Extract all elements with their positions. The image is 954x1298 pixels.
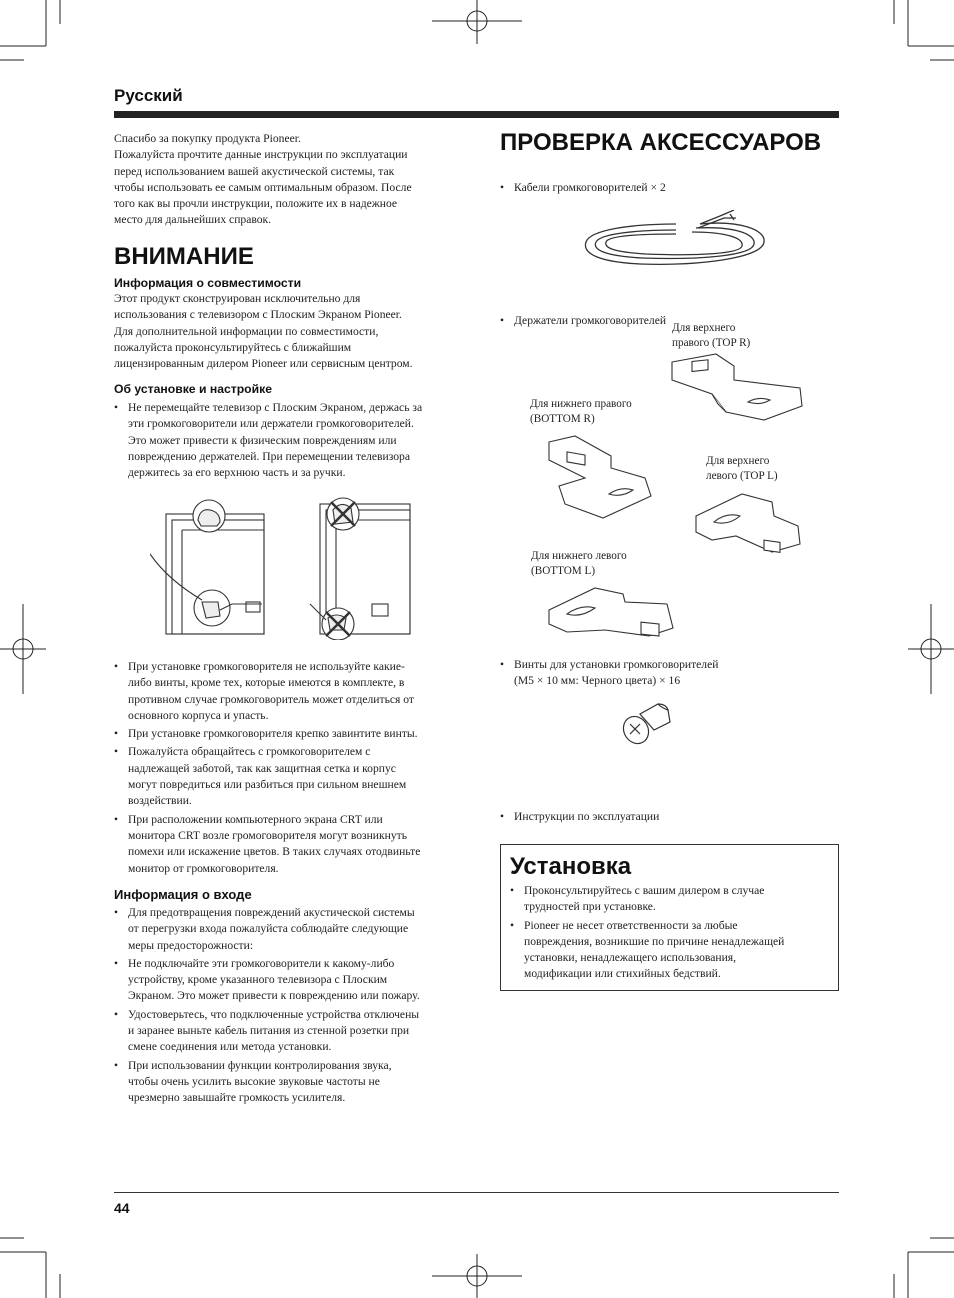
bottom-r-label xyxy=(530,397,632,426)
input-line: • Для предотвращения повреждений акустической системы xyxy=(128,906,415,919)
label-line: (BOTTOM L) xyxy=(531,564,596,577)
compat-line: пожалуйста проконсультируйтесь с ближайшим xyxy=(114,340,352,354)
intro-line: чтобы использовать ее самым оптимальным образом. После xyxy=(114,180,412,194)
install-bullet xyxy=(114,812,459,877)
input-bullet xyxy=(114,905,459,954)
top-l-label xyxy=(706,454,778,483)
input-line: меры предосторожности: xyxy=(128,938,254,952)
install-line: эти громкоговорители или держатели громкоговорителей. xyxy=(128,417,414,431)
screws-line: (M5 × 10 мм: Черного цвета) × 16 xyxy=(514,674,681,688)
installation-bullet xyxy=(510,918,832,983)
intro-line: место для дальнейших справок. xyxy=(114,213,272,227)
install-bullet xyxy=(114,744,459,809)
compat-line: использования с телевизором с Плоским Экраном Pioneer. xyxy=(114,308,402,322)
tv-handling-illustration xyxy=(150,490,420,640)
language-header: Русский xyxy=(114,86,183,105)
installation-bullet xyxy=(510,883,832,916)
input-heading: Информация о входе xyxy=(114,887,252,902)
intro-line: перед использованием вашей акустической системы, так xyxy=(114,164,395,178)
manual-item: • Инструкции по эксплуатации xyxy=(500,809,834,825)
intro-text xyxy=(114,131,459,229)
bracket-top-l-image xyxy=(692,486,804,558)
intro-line: того как вы прочли инструкции, положите их в надежное xyxy=(114,197,398,211)
installation-line: • Проконсультируйтесь с вашим дилером в случае xyxy=(524,884,765,897)
install-bullets xyxy=(114,659,459,879)
install-line: повреждению держателей. При перемещении телевизора xyxy=(128,449,410,463)
installation-line: установки, ненадлежащего использования, xyxy=(524,951,737,965)
input-line: и заранее выньте кабель питания из стенной розетки при xyxy=(128,1024,410,1038)
install-line: либо винты, кроме тех, которые имеются в комплекте, в xyxy=(128,676,405,690)
input-line: устройству, кроме указанного телевизора с Плоским xyxy=(128,973,388,987)
install-heading: Об установке и настройке xyxy=(114,382,272,396)
install-line: основного корпуса и упасть. xyxy=(128,708,269,722)
install-line: помехи или искажение цветов. В таких случаях отодвиньте xyxy=(128,845,421,859)
install-bullet-1 xyxy=(114,400,459,483)
bracket-bottom-l-image xyxy=(545,580,677,640)
installation-line: повреждения, возникшие по причине ненадлежащей xyxy=(524,934,785,948)
label-line: правого (TOP R) xyxy=(672,336,751,349)
install-line: • Не перемещайте телевизор с Плоским Экраном, держась за xyxy=(128,401,423,414)
installation-line: модификации или стихийных бедствий. xyxy=(524,967,721,981)
intro-line: Пожалуйста прочтите данные инструкции по эксплуатации xyxy=(114,148,408,162)
compat-line: Для дополнительной информации по совместимости, xyxy=(114,324,379,338)
screws-item xyxy=(500,657,820,692)
speaker-cable-image xyxy=(580,210,770,270)
install-line: противном случае громкоговоритель может отделиться от xyxy=(128,692,414,706)
screw-image xyxy=(618,700,674,748)
installation-bullets xyxy=(510,883,832,985)
screws-line: • Винты для установки громкоговорителей xyxy=(514,658,719,671)
compat-line: Этот продукт сконструирован исключительно для xyxy=(114,292,361,305)
label-line: левого (TOP L) xyxy=(706,469,778,482)
accessories-title: ПРОВЕРКА АКСЕССУАРОВ xyxy=(500,129,822,156)
input-line: от перегрузки входа пожалуйста соблюдайте следующие xyxy=(128,922,409,936)
input-line: чтобы очень усилить высокие звуковые частоты не xyxy=(128,1074,380,1088)
install-line: монитора CRT возле громоговорителя могут возникнуть xyxy=(128,828,408,842)
install-line: монитор от громкоговорителя. xyxy=(128,861,279,875)
installation-line: • Pioneer не несет ответственности за любые xyxy=(524,918,738,932)
bottom-l-label xyxy=(531,549,627,578)
page-number: 44 xyxy=(114,1200,130,1216)
label-line: (BOTTOM R) xyxy=(530,412,595,425)
input-bullet xyxy=(114,1007,459,1056)
caution-title: ВНИМАНИЕ xyxy=(114,243,254,270)
intro-line: Спасибо за покупку продукта Pioneer. xyxy=(114,132,301,145)
input-line: • При использовании функции контролирования звука, xyxy=(128,1058,392,1072)
install-line: • При установке громкоговорителя не используйте какие- xyxy=(128,660,405,673)
input-line: • Удостоверьтесь, что подключенные устройства отключены xyxy=(128,1007,420,1021)
input-line: • Не подключайте эти громкоговорители к какому-либо xyxy=(128,956,395,970)
label-line: Для верхнего xyxy=(706,455,770,467)
input-line: чрезмерно завышайте громкость усилителя. xyxy=(128,1091,346,1105)
install-line: • Пожалуйста обращайтесь с громкоговорителем с xyxy=(128,745,371,759)
input-line: Экраном. Это может привести к повреждению или пожару. xyxy=(128,989,420,1003)
header-rule xyxy=(114,111,839,118)
input-bullet xyxy=(114,1058,459,1107)
label-line: Для нижнего правого xyxy=(530,398,632,410)
install-line: • При установке громкоговорителя крепко завинтите винты. xyxy=(128,727,418,741)
installation-line: трудностей при установке. xyxy=(524,900,656,914)
bracket-top-r-image xyxy=(668,352,808,432)
input-bullets xyxy=(114,905,459,1109)
input-bullet xyxy=(114,956,459,1005)
install-bullet xyxy=(114,726,459,742)
cables-item: • Кабели громкоговорителей × 2 xyxy=(500,180,834,196)
holders-item: • Держатели громкоговорителей xyxy=(500,313,834,329)
compat-text xyxy=(114,291,459,372)
compat-heading: Информация о совместимости xyxy=(114,276,302,290)
install-bullet xyxy=(114,659,459,724)
input-line: смене соединения или метода установки. xyxy=(128,1040,332,1054)
install-line: воздействии. xyxy=(128,794,192,808)
install-line: держитесь за его верхнюю часть и за ручки. xyxy=(128,466,346,480)
install-line: могут повредиться или разбиться при сильном внешнем xyxy=(128,778,407,792)
footer-rule xyxy=(114,1192,839,1193)
install-line: • При расположении компьютерного экрана CRT или xyxy=(128,812,383,826)
bracket-bottom-r-image xyxy=(545,434,655,524)
install-line: надлежащей заботой, так как защитная сетка и корпус xyxy=(128,761,396,775)
label-line: Для верхнего xyxy=(672,322,736,334)
installation-box xyxy=(500,844,839,991)
top-r-label xyxy=(672,321,750,350)
install-line: Это может привести к физическим повреждениям или xyxy=(128,433,397,447)
label-line: Для нижнего левого xyxy=(531,550,627,562)
compat-line: лицензированным дилером Pioneer или сервисным центром. xyxy=(114,357,413,371)
installation-title: Установка xyxy=(510,853,632,880)
